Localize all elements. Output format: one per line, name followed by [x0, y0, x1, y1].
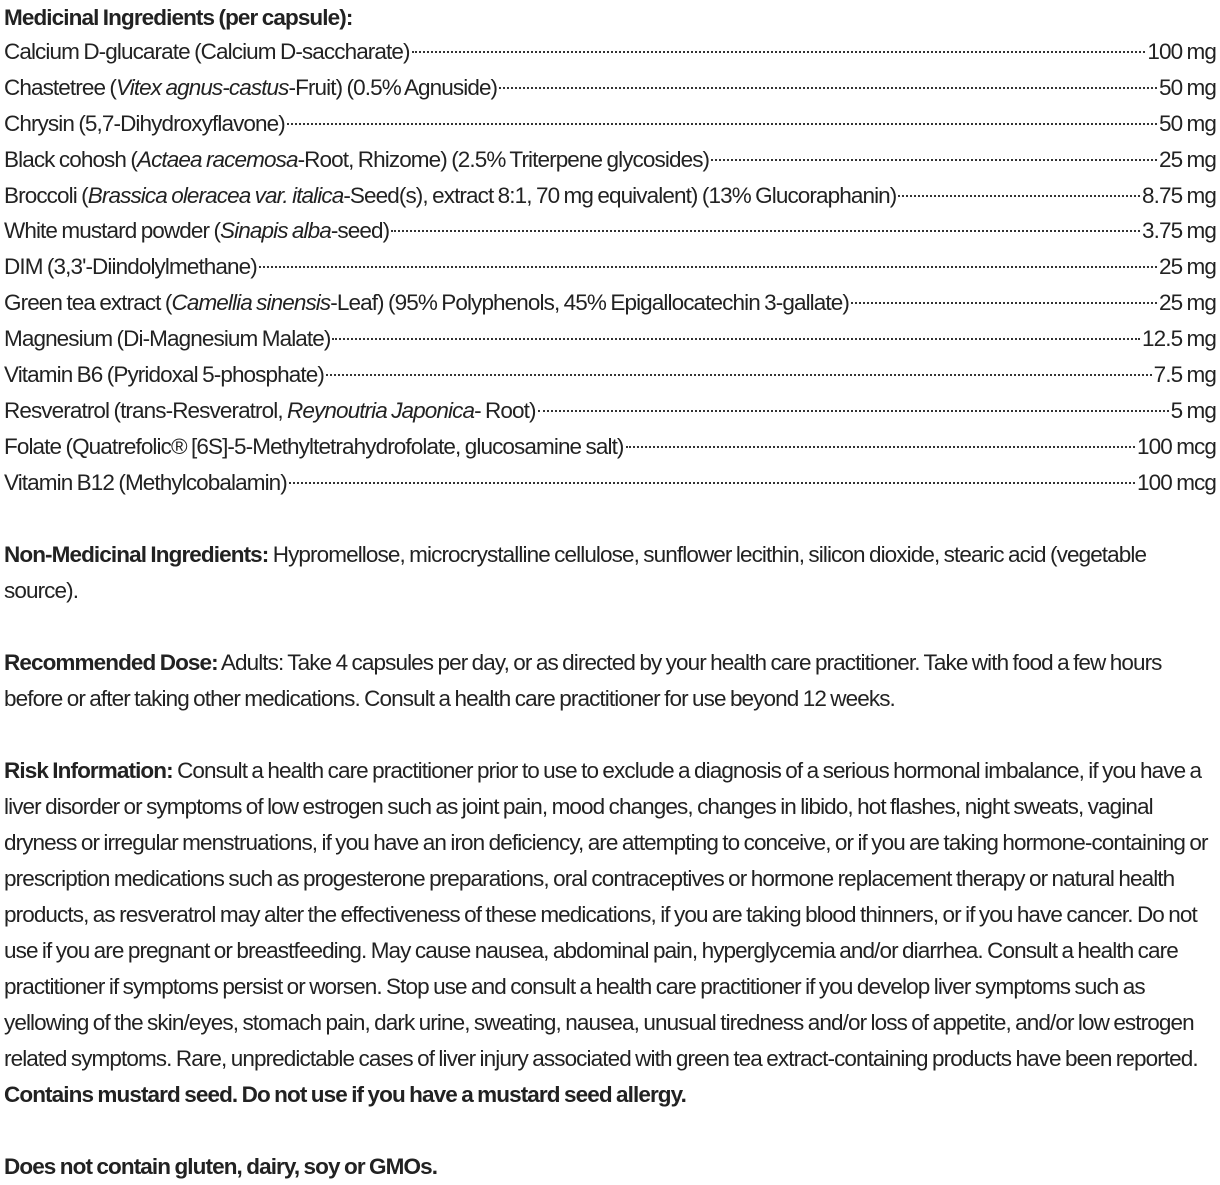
non-medicinal-section [4, 537, 1216, 609]
ingredient-name-part: -Root, Rhizome) (2.5% Triterpene glycosides) [297, 146, 710, 172]
ingredient-name-part: - Root) [474, 397, 536, 423]
ingredient-name [4, 429, 624, 465]
dot-leader [711, 159, 1157, 161]
ingredient-amount: 25 mg [1158, 290, 1216, 316]
ingredient-name-part: -seed) [330, 218, 390, 244]
ingredient-amount: 50 mg [1158, 110, 1216, 136]
ingredient-name-part: Calcium D-glucarate (Calcium D-saccharate) [4, 39, 410, 64]
ingredient-name-part: Magnesium (Di-Magnesium Malate) [4, 326, 331, 352]
ingredient-row [4, 213, 1216, 249]
ingredient-latin-name: Actaea racemosa [136, 146, 298, 172]
ingredient-amount: 50 mg [1158, 74, 1216, 100]
ingredient-amount: 3.75 mg [1142, 218, 1216, 244]
dot-leader [499, 87, 1157, 89]
ingredient-latin-name: Reynoutria Japonica [287, 397, 475, 423]
ingredient-latin-name: Camellia sinensis [171, 290, 331, 316]
ingredient-row [4, 142, 1216, 178]
free-from-statement: Does not contain gluten, dairy, soy or GMOs. [4, 1153, 438, 1179]
ingredient-amount: 100 mcg [1137, 469, 1216, 495]
ingredient-row [4, 70, 1216, 106]
non-medicinal-text: Hypromellose, microcrystalline cellulose, sunflower lecithin, silicon dioxide, stearic acid (vegetable source). [4, 541, 1147, 603]
risk-label: Risk Information: [4, 757, 173, 783]
dot-leader [326, 374, 1152, 376]
ingredient-amount: 8.75 mg [1142, 182, 1216, 208]
ingredient-row [4, 285, 1216, 321]
ingredient-name [4, 106, 285, 142]
ingredient-name-part: Vitamin B12 (Methylcobalamin) [4, 469, 287, 495]
non-medicinal-label: Non-Medicinal Ingredients: [4, 541, 269, 567]
ingredient-name-part: Folate (Quatrefolic® [6S]-5-Methyltetrahydrofolate, glucosamine salt) [4, 433, 624, 459]
ingredient-name [4, 213, 389, 249]
ingredient-row [4, 321, 1216, 357]
ingredient-name [4, 393, 536, 429]
ingredient-name-part: Green tea extract ( [4, 290, 172, 316]
ingredient-name-part: Black cohosh ( [4, 146, 137, 172]
ingredient-row [4, 178, 1216, 214]
ingredient-row [4, 393, 1216, 429]
ingredient-row [4, 429, 1216, 465]
ingredient-name-part: Resveratrol (trans-Resveratrol, [4, 397, 288, 423]
ingredient-amount: 100 mcg [1137, 433, 1216, 459]
ingredient-name-part: DIM (3,3'-Diindolylmethane) [4, 254, 257, 280]
ingredient-name-part: Chrysin (5,7-Dihydroxyflavone) [4, 110, 285, 136]
dot-leader [259, 266, 1157, 268]
ingredient-amount: 25 mg [1158, 146, 1216, 172]
dot-leader [289, 482, 1135, 484]
ingredient-row [4, 249, 1216, 285]
ingredient-list [4, 34, 1216, 501]
ingredient-name-part: Broccoli ( [4, 182, 88, 208]
ingredient-row [4, 106, 1216, 142]
ingredient-row [4, 34, 1216, 70]
ingredient-latin-name: Brassica oleracea var. italica [87, 182, 344, 208]
dot-leader [626, 446, 1135, 448]
dot-leader [287, 123, 1157, 125]
risk-section [4, 753, 1216, 1113]
dose-text: Adults: Take 4 capsules per day, or as directed by your health care practitioner. Take with food a few hours before or after taking other medications. Consult a health care practitioner for use beyond 12 weeks. [4, 649, 1162, 711]
dot-leader [332, 338, 1140, 340]
ingredient-name-part: -Fruit) (0.5% Agnuside) [288, 74, 498, 100]
ingredient-row [4, 465, 1216, 501]
ingredient-amount: 5 mg [1170, 397, 1216, 423]
ingredient-name [4, 142, 709, 178]
ingredient-name [4, 321, 330, 357]
dot-leader [898, 195, 1140, 197]
ingredient-name [4, 178, 896, 214]
ingredient-amount: 7.5 mg [1153, 362, 1216, 388]
ingredient-name [4, 70, 497, 106]
medicinal-heading: Medicinal Ingredients (per capsule): [4, 5, 353, 30]
ingredient-name [4, 285, 849, 321]
ingredient-name-part: Vitamin B6 (Pyridoxal 5-phosphate) [4, 362, 324, 388]
dot-leader [391, 230, 1140, 232]
ingredient-amount: 100 mg [1147, 39, 1216, 64]
risk-text: Consult a health care practitioner prior to use to exclude a diagnosis of a serious hormonal imbalance, if you have a liver disorder or symptoms of low estrogen such as joint pain, mood changes, changes in libido, hot flashes, night sweats, vaginal dryness or irregular menstruations, if you have an iron deficiency, are attempting to conceive, or if you are taking hormone-containing or prescription medications such as progesterone preparations, oral contraceptives or hormone replacement therapy or natural health products, as resveratrol may alter the effectiveness of these medications, if you are taking blood thinners, or if you have cancer. Do not use if you are pregnant or breastfeeding. May cause nausea, abdominal pain, hyperglycemia and/or diarrhea. Consult a health care practitioner if symptoms persist or worsen. Stop use and consult a health care practitioner if you develop liver symptoms such as yellowing of the skin/eyes, stomach pain, dark urine, sweating, nausea, unusual tiredness and/or loss of appetite, and/or low estrogen related symptoms. Rare, unpredictable cases of liver injury associated with green tea extract-containing products have been reported. [4, 757, 1208, 1071]
ingredient-latin-name: Sinapis alba [220, 218, 331, 244]
dose-label: Recommended Dose: [4, 649, 218, 675]
allergy-warning: Contains mustard seed. Do not use if you have a mustard seed allergy. [4, 1081, 686, 1107]
ingredient-name [4, 249, 257, 285]
ingredient-name-part: -Leaf) (95% Polyphenols, 45% Epigallocatechin 3-gallate) [330, 290, 849, 316]
ingredient-name-part: White mustard powder ( [4, 218, 221, 244]
ingredient-name-part: Chastetree ( [4, 74, 117, 100]
ingredient-name [4, 34, 410, 70]
dot-leader [412, 51, 1146, 53]
ingredient-amount: 25 mg [1158, 254, 1216, 280]
ingredient-amount: 12.5 mg [1142, 326, 1216, 352]
ingredient-latin-name: Vitex agnus-castus [116, 74, 289, 100]
dot-leader [851, 302, 1157, 304]
dose-section [4, 645, 1216, 717]
ingredient-row [4, 357, 1216, 393]
ingredient-name [4, 465, 287, 501]
ingredient-name-part: -Seed(s), extract 8:1, 70 mg equivalent) (13% Glucoraphanin) [343, 182, 897, 208]
dot-leader [538, 410, 1169, 412]
ingredient-name [4, 357, 324, 393]
